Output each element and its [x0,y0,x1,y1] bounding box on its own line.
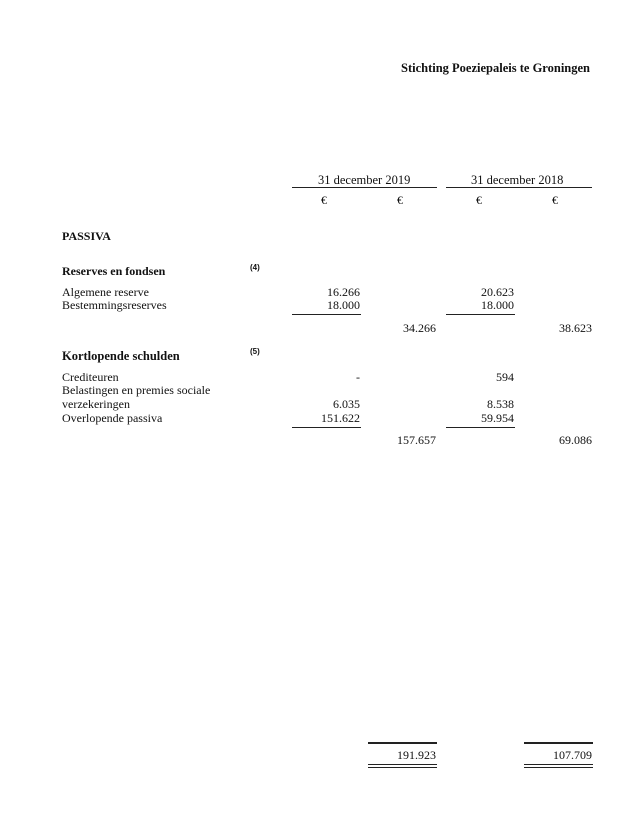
subtotal-line-2018 [446,314,515,315]
grand-total-underline-2019 [368,764,437,765]
grand-total-underline-2018 [524,767,593,768]
header-underline-2018 [446,187,592,188]
grand-total-2019: 191.923 [397,748,436,762]
reserves-total-2018: 38.623 [559,321,592,335]
row-label: Algemene reserve [62,285,149,299]
grand-total-2018: 107.709 [553,748,592,762]
currency-symbol: € [321,193,327,207]
grand-total-top-line-2019 [368,742,437,744]
row-value-2018: 18.000 [481,298,514,312]
row-value-2018: 59.954 [481,411,514,425]
short-term-total-2018: 69.086 [559,433,592,447]
reserves-total-2019: 34.266 [403,321,436,335]
row-value-2019: 18.000 [327,298,360,312]
header-underline-2019 [292,187,437,188]
grand-total-underline-2018 [524,764,593,765]
row-value-2019: 6.035 [333,397,360,411]
row-label: Overlopende passiva [62,411,163,425]
currency-symbol: € [552,193,558,207]
section-title: PASSIVA [62,229,111,243]
subtotal-line-2019 [292,314,361,315]
grand-total-underline-2019 [368,767,437,768]
currency-symbol: € [397,193,403,207]
short-term-note: (5) [250,347,260,356]
row-label-continued: verzekeringen [62,397,130,411]
row-value-2018: 8.538 [487,397,514,411]
column-header-2019: 31 december 2019 [318,173,411,187]
reserves-title: Reserves en fondsen [62,264,166,278]
column-header-2018: 31 december 2018 [471,173,564,187]
row-label: Belastingen en premies sociale [62,383,211,397]
subtotal-line-2019 [292,427,361,428]
row-value-2019: 16.266 [327,285,360,299]
currency-symbol: € [476,193,482,207]
row-value-2019: - [356,370,360,384]
subtotal-line-2018 [446,427,515,428]
row-label: Bestemmingsreserves [62,298,167,312]
short-term-total-2019: 157.657 [397,433,436,447]
short-term-title: Kortlopende schulden [62,349,180,363]
row-label: Crediteuren [62,370,119,384]
organization-name: Stichting Poeziepaleis te Groningen [401,61,590,75]
grand-total-top-line-2018 [524,742,593,744]
reserves-note: (4) [250,263,260,272]
row-value-2018: 20.623 [481,285,514,299]
row-value-2019: 151.622 [321,411,360,425]
row-value-2018: 594 [496,370,514,384]
